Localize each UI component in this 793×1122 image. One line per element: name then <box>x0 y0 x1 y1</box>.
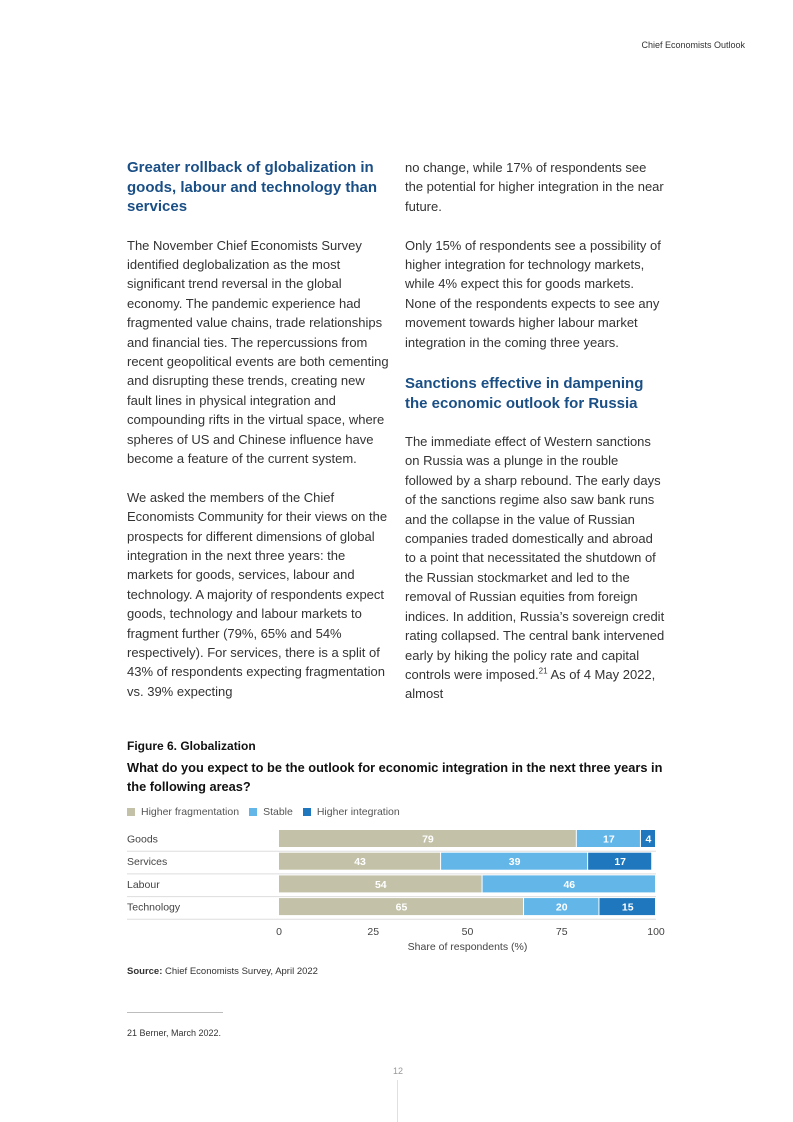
running-header: Chief Economists Outlook <box>641 40 745 50</box>
data-label-labour-higher-fragmentation: 54 <box>374 878 387 891</box>
legend-item-stable <box>249 806 293 818</box>
figure-label: Figure 6. Globalization <box>127 739 256 753</box>
data-label-services-higher-integration: 17 <box>614 856 627 869</box>
paragraph-1: The November Chief Economists Survey identified deglobalization as the most significant trend reversal in the global economy. The pandemic experience had fragmented value chains, trade relationships and financial ties. The repercussions from recent geopolitical events are both cementing and disrupting these trends, creating new fault lines in physical integration and compounding rifts in the virtual space, where spheres of US and Chinese influence have become a feature of the current system. <box>127 237 389 466</box>
paragraph-5-tail: As of 4 May 2022, almost <box>405 666 656 702</box>
paragraph-3: no change, while 17% of respondents see the potential for higher integration in the near future. <box>405 160 664 214</box>
legend-swatch-stable <box>249 808 257 816</box>
legend-item-higher-integration <box>303 806 400 818</box>
chart-legend <box>127 806 410 818</box>
data-label-technology-higher-fragmentation: 65 <box>395 901 408 914</box>
x-tick-50: 50 <box>461 925 474 938</box>
globalization-stacked-bar-chart <box>0 825 793 955</box>
footnote-divider <box>127 1012 223 1013</box>
x-tick-25: 25 <box>367 925 380 938</box>
paragraph-5-text: The immediate effect of Western sanctions on Russia was a plunge in the rouble followed by a sharp rebound. The early days of the sanctions regime also saw bank runs and the collapse in the value of Russian companies traded domestically and abroad to a point that necessitated the shutdown of the Russian stockmarket and led to the removal of Russian equities from foreign indices. In addition, Russia’s sovereign credit rating collapsed. The central bank intervened early by hiking the policy rate and capital controls were imposed. <box>405 434 665 682</box>
section-heading-globalization: Greater rollback of globalization in goods, labour and technology than services <box>127 159 377 215</box>
data-label-goods-higher-fragmentation: 79 <box>422 833 434 846</box>
category-label-labour: Labour <box>127 878 160 891</box>
legend-label-stable: Stable <box>263 806 293 818</box>
left-column <box>127 158 389 701</box>
legend-swatch-higher-integration <box>303 808 311 816</box>
category-label-technology: Technology <box>127 901 181 914</box>
section-heading-sanctions: Sanctions effective in dampening the economic outlook for Russia <box>405 375 644 412</box>
data-label-goods-stable: 17 <box>603 833 615 846</box>
legend-label-higher-integration: Higher integration <box>316 806 400 818</box>
figure-question: What do you expect to be the outlook for economic integration in the next three years in the following areas? <box>127 760 663 794</box>
right-column <box>405 158 667 704</box>
data-label-goods-higher-integration: 4 <box>645 833 652 846</box>
category-label-goods: Goods <box>127 833 158 846</box>
x-tick-0: 0 <box>276 925 282 938</box>
data-label-services-stable: 39 <box>508 856 521 869</box>
source-text: Chief Economists Survey, April 2022 <box>162 966 318 977</box>
figure-source <box>127 966 318 977</box>
footnote-ref-21[interactable]: 21 <box>538 666 548 676</box>
page-number-rule <box>397 1080 398 1122</box>
x-axis-label: Share of respondents (%) <box>407 940 528 953</box>
data-label-technology-stable: 20 <box>555 901 568 914</box>
legend-swatch-higher-fragmentation <box>127 808 135 816</box>
data-label-labour-stable: 46 <box>563 878 576 891</box>
x-tick-75: 75 <box>555 925 568 938</box>
source-label: Source: <box>127 966 163 977</box>
x-tick-100: 100 <box>647 925 665 938</box>
category-label-services: Services <box>127 856 168 869</box>
paragraph-4: Only 15% of respondents see a possibility of higher integration for technology markets, while 4% expect this for goods markets. None of the respondents expects to see any movement towards higher labour market integration in the coming three years. <box>405 237 661 350</box>
data-label-services-higher-fragmentation: 43 <box>354 856 366 869</box>
footnote-21: 21 Berner, March 2022. <box>127 1028 222 1038</box>
data-label-technology-higher-integration: 15 <box>621 901 634 914</box>
legend-label-higher-fragmentation: Higher fragmentation <box>141 806 240 818</box>
legend-item-higher-fragmentation <box>127 806 239 818</box>
paragraph-2: We asked the members of the Chief Economists Community for their views on the prospects for different dimensions of global integration in the next three years: the markets for goods, services, labour and technology. A majority of respondents expect goods, technology and labour markets to fragment further (79%, 65% and 54% respectively). For services, there is a split of 43% of respondents expecting fragmentation vs. 39% expecting <box>127 489 388 699</box>
paragraph-5 <box>405 432 667 704</box>
page-number: 12 <box>392 1066 403 1076</box>
